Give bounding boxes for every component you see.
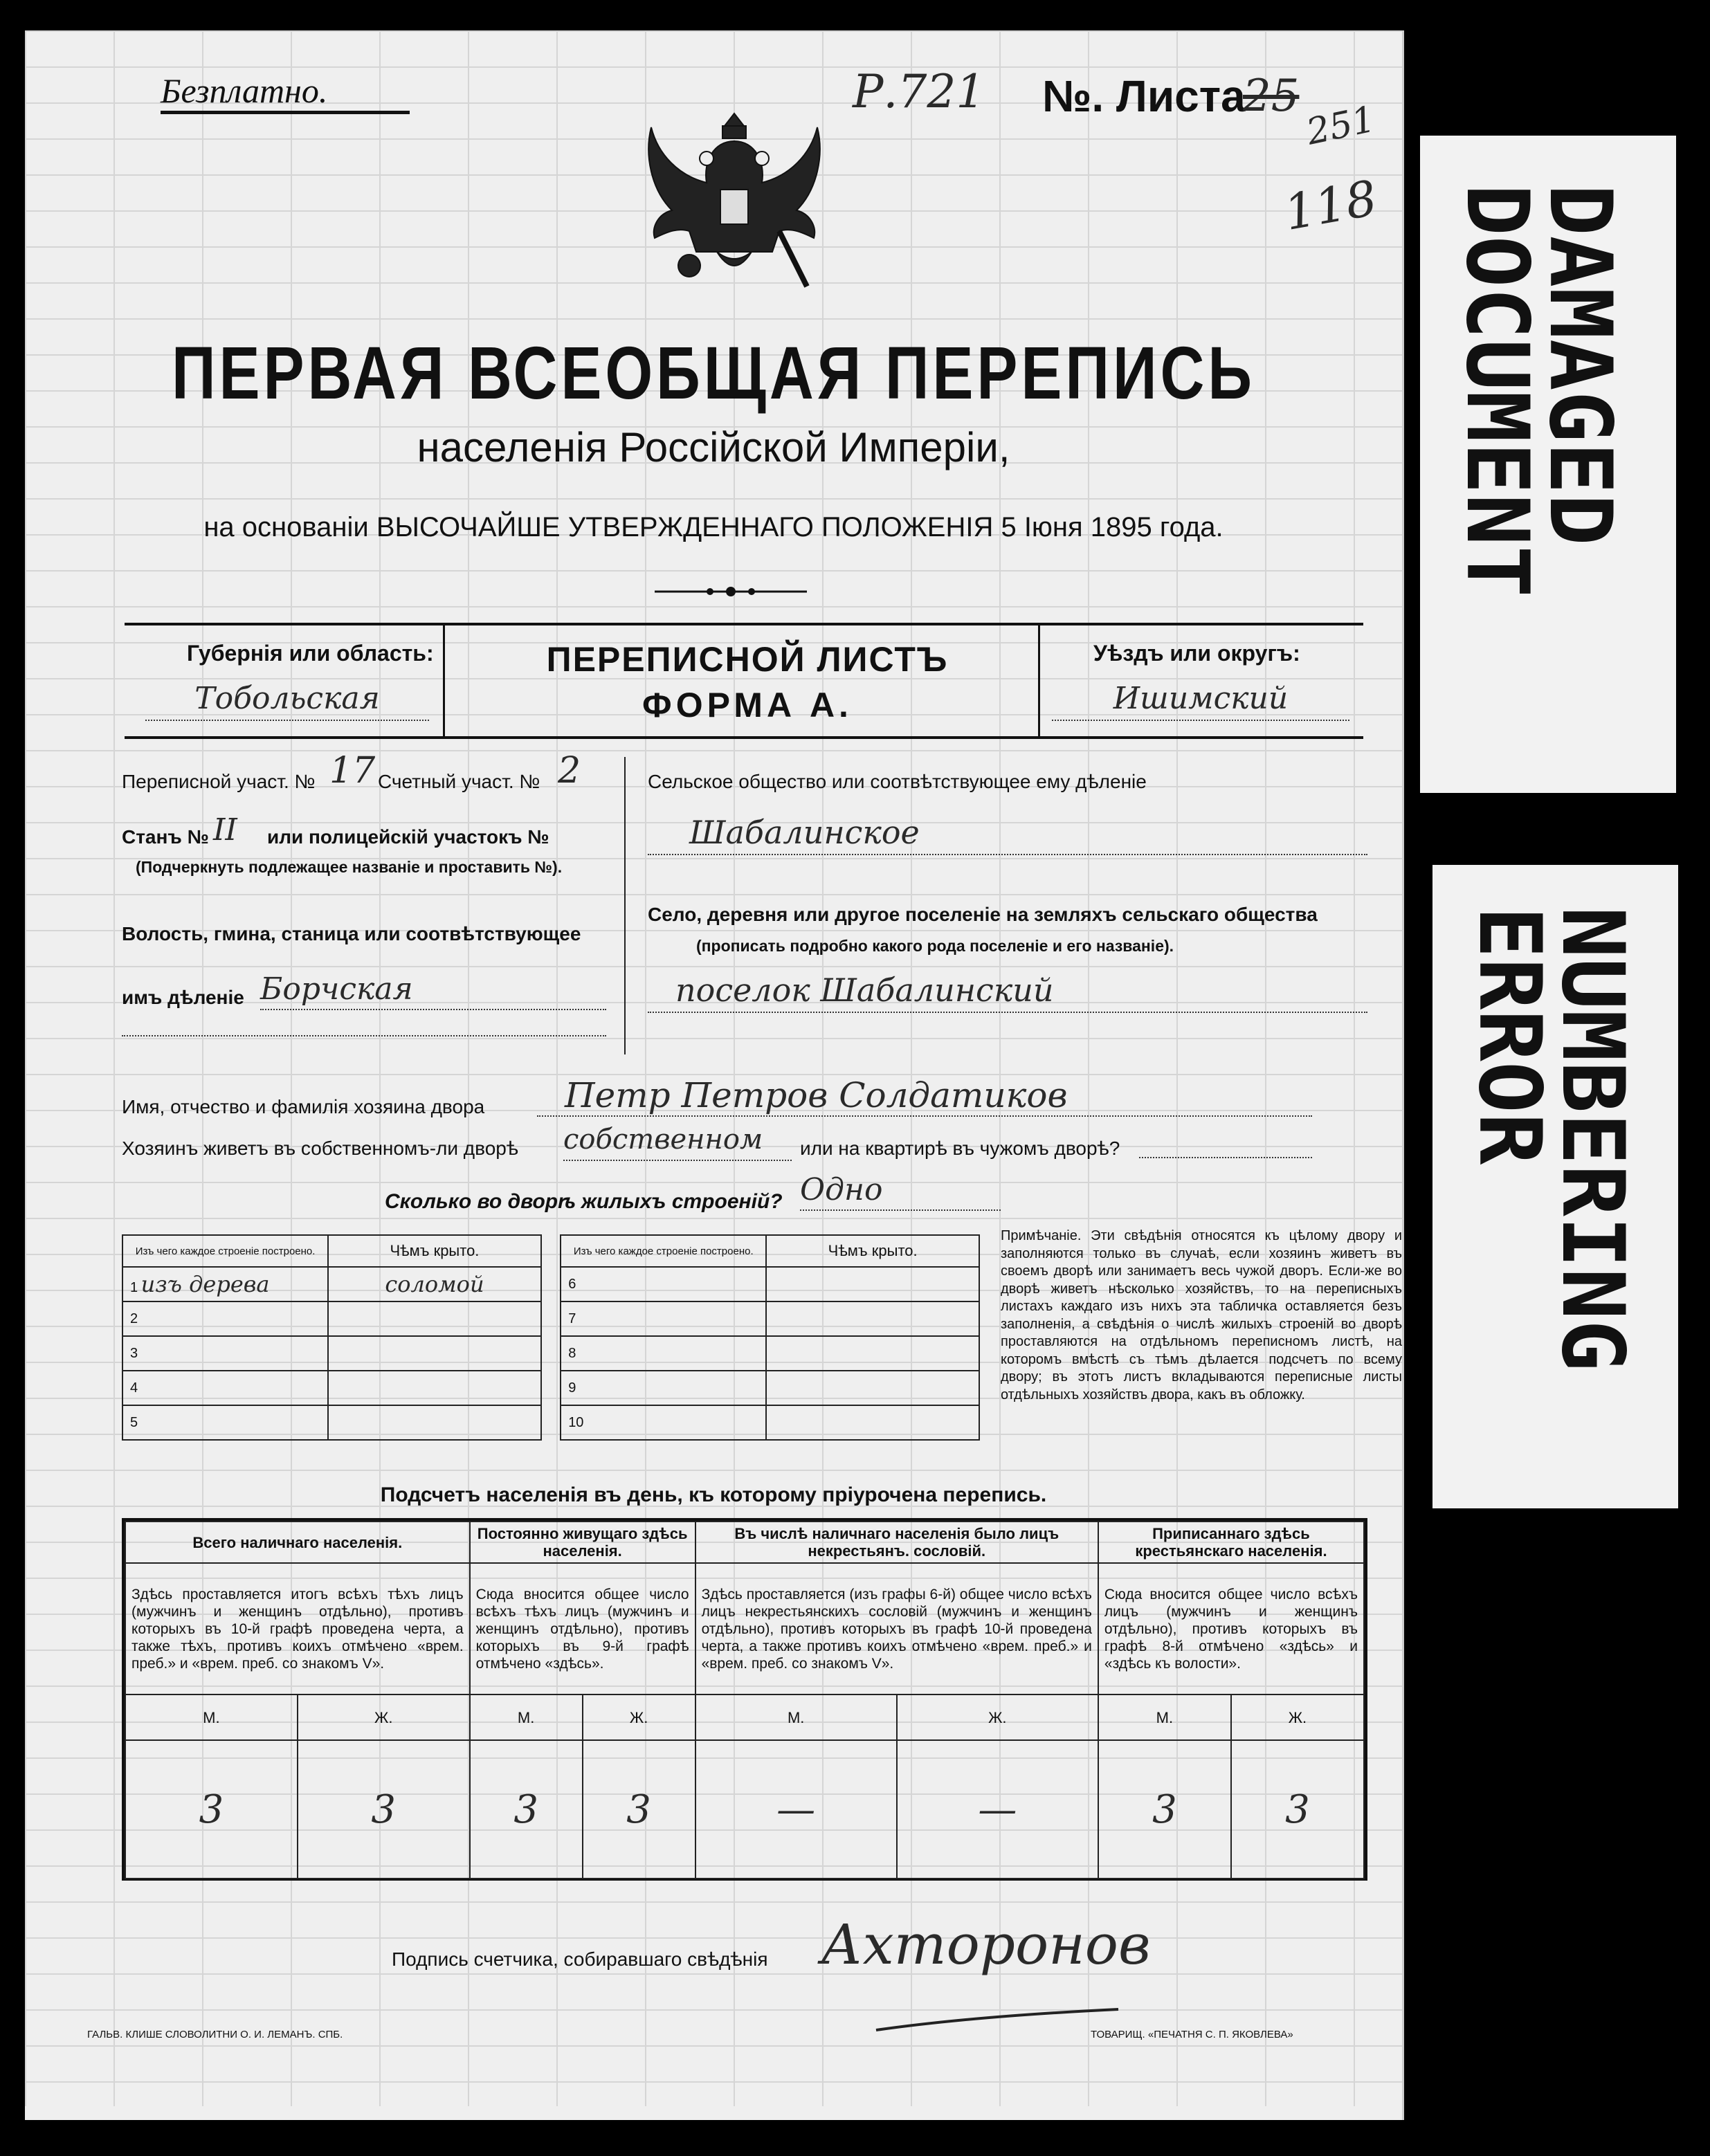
form-header-band [125, 623, 1363, 739]
owner-name-label: Имя, отчество и фамилія хозяина двора [122, 1096, 485, 1117]
stan-label: Станъ № [122, 826, 209, 848]
totals-col-3-title: Въ числѣ наличнаго населенія было лицъ некрестьянъ. сословій. [695, 1522, 1098, 1563]
material-header-left: Изъ чего каждое строеніе построено. [122, 1235, 328, 1267]
permanent-male: 3 [470, 1740, 583, 1879]
buildings-value: Одно [800, 1172, 1001, 1211]
table-row: 5 10 [122, 1405, 979, 1440]
form-title: ПЕРЕПИСНОЙ ЛИСТЪ [546, 640, 949, 679]
note-text: Примѣчаніе. Эти свѣдѣнія относятся къ цѣлому двору и заполняются только въ случаѣ, если хозяинъ живетъ въ своемъ дворѣ или занимаетъ весь чужой дворъ. Если-же во дворѣ живетъ нѣсколько хозяйствъ, то на переписныхъ листахъ каждаго изъ нихъ эта табличка оставляется безъ заполненія, а свѣдѣнія о числѣ жилыхъ строеній во дворѣ проставляются на отдѣльномъ переписномъ листѣ, на которомъ вмѣстѣ съ тѣмъ дѣлается подсчетъ по всему двору; въ этотъ листъ вкладываются переписные листы отдѣльныхъ хозяйствъ двора, какъ въ обложку. [1001, 1228, 1402, 1403]
f-label: Ж. [897, 1694, 1098, 1740]
owner-name-value: Петр Петров Солдатиков [537, 1075, 1312, 1117]
census-subtitle: населенія Россійской Имперіи, [417, 424, 1010, 471]
printer-left: ГАЛЬВ. КЛИШЕ СЛОВОЛИТНИ О. И. ЛЕМАНЪ. СПБ. [87, 2029, 343, 2040]
totals-col-1-desc: Здѣсь проставляется итогъ всѣхъ тѣхъ лицъ (мужчинъ и женщинъ отдѣльно), противъ которыхъ въ 10-й графѣ проведена черта, а также тѣхъ, противъ коихъ отмѣчено «врем. преб.» и «врем. преб. со знакомъ V». [125, 1563, 470, 1694]
f-label: Ж. [298, 1694, 470, 1740]
signature-label: Подпись счетчика, собиравшаго свѣдѣнія [392, 1948, 768, 1970]
census-basis: на основаніи ВЫСОЧАЙШЕ УТВЕРЖДЕННАГО ПОЛОЖЕНІЯ 5 Іюня 1895 года. [203, 512, 1224, 542]
imperial-eagle-emblem [634, 93, 835, 307]
roof-header-left: Чѣмъ крыто. [328, 1235, 541, 1267]
sheet-number-corrected: 118 [1280, 170, 1381, 241]
f-label: Ж. [1231, 1694, 1364, 1740]
m-label: М. [1098, 1694, 1231, 1740]
volost-label-2: имъ дѣленіе [122, 987, 244, 1008]
damaged-document-tag [1420, 136, 1676, 793]
sheet-number-original: 25 [1243, 71, 1300, 122]
material-header-right: Изъ чего каждое строеніе построено. [561, 1235, 766, 1267]
census-section-label: Переписной участ. № [122, 771, 316, 792]
roof-cell: соломой [328, 1267, 541, 1301]
village-label: Село, деревня или другое поселеніе на земляхъ сельскаго общества [648, 904, 1318, 925]
volost-label: Волость, гмина, станица или соотвѣтствующее [122, 923, 581, 944]
table-row: 4 9 [122, 1371, 979, 1405]
count-section-label: Счетный участ. № [378, 771, 540, 792]
numbering-tag-line-2: ERROR [1459, 906, 1559, 1165]
archive-number: Р.721 [853, 65, 985, 118]
m-label: М. [695, 1694, 897, 1740]
apartment-line [1139, 1155, 1312, 1158]
sheet-number-label: №. Листа [1042, 71, 1246, 121]
damaged-tag-line-2: DOCUMENT [1447, 184, 1547, 598]
village-note: (прописать подробно какого рода поселеніе и его названіе). [696, 937, 1174, 955]
m-label: М. [470, 1694, 583, 1740]
police-station-label: или полицейскій участокъ № [267, 826, 549, 848]
district-value: Ишимский [1052, 681, 1349, 721]
registered-peasant-male: 3 [1098, 1740, 1231, 1879]
underline-note: (Подчеркнуть подлежащее названіе и проставить №). [136, 858, 563, 876]
table-row: 1 изъ дерева соломой 6 [122, 1267, 979, 1301]
totals-col-3-desc: Здѣсь проставляется (изъ графы 6-й) общее число всѣхъ лицъ некрестьянскихъ сословій (мужчинъ и женщинъ отдѣльно), противъ которыхъ въ графѣ 10-й проведена черта, а также противъ коихъ отмѣчено «врем. преб.» и «врем. преб. со знакомъ V». [695, 1563, 1098, 1694]
census-title: ПЕРВАЯ ВСЕОБЩАЯ ПЕРЕПИСЬ [171, 331, 1255, 414]
f-label: Ж. [583, 1694, 695, 1740]
province-label: Губернія или область: [187, 641, 434, 666]
province-value: Тобольская [145, 681, 429, 721]
numbering-error-tag [1432, 865, 1678, 1508]
free-label: Безплатно. [161, 71, 328, 110]
totals-col-2-desc: Сюда вносится общее число всѣхъ тѣхъ лицъ (мужчинъ и женщинъ отдѣльно), противъ которыхъ въ 9-й графѣ отмѣчено «здѣсь». [470, 1563, 695, 1694]
owner-lives-label: Хозяинъ живетъ въ собственномъ-ли дворѣ [122, 1138, 519, 1159]
totals-heading: Подсчетъ населенія въ день, къ которому пріурочена перепись. [380, 1483, 1047, 1506]
sheet-number-extra: 251 [1302, 98, 1379, 154]
census-section-value: 17 [329, 750, 376, 792]
society-label: Сельское общество или соотвѣтствующее ему дѣленіе [648, 771, 1147, 792]
numbering-tag-line-1: NUMBERING [1543, 906, 1642, 1371]
form-type: ФОРМА А. [642, 686, 853, 724]
totals-col-2-title: Постоянно живущаго здѣсь населенія. [470, 1522, 695, 1563]
m-label: М. [125, 1694, 298, 1740]
totals-col-4-title: Приписаннаго здѣсь крестьянскаго населенія. [1098, 1522, 1364, 1563]
volost-extra-line [122, 1034, 606, 1036]
roof-header-right: Чѣмъ крыто. [766, 1235, 979, 1267]
printer-right: ТОВАРИЩ. «ПЕЧАТНЯ С. П. ЯКОВЛЕВА» [1091, 2029, 1293, 2040]
ornament-divider [655, 584, 807, 599]
damaged-tag-line-1: DAMAGED [1530, 184, 1630, 546]
totals-table [122, 1518, 1367, 1881]
permanent-female: 3 [583, 1740, 695, 1879]
registered-peasant-female: 3 [1231, 1740, 1364, 1879]
district-label: Уѣздъ или округъ: [1093, 641, 1300, 666]
volost-value: Борчская [260, 971, 606, 1010]
buildings-label: Сколько во дворѣ жилыхъ строеній? [385, 1190, 783, 1213]
count-section-value: 2 [558, 750, 581, 792]
table-row: 3 8 [122, 1336, 979, 1371]
totals-col-1-title: Всего наличнаго населенія. [125, 1522, 470, 1563]
buildings-table [122, 1234, 980, 1439]
stan-value: II [213, 812, 237, 848]
signature-value: Ахторонов [821, 1912, 1151, 1977]
fields-divider [624, 757, 626, 1054]
non-peasant-male: — [695, 1740, 897, 1879]
census-sheet [25, 30, 1404, 2120]
non-peasant-female: — [897, 1740, 1098, 1879]
table-row: 2 7 [122, 1301, 979, 1336]
apartment-label: или на квартирѣ въ чужомъ дворѣ? [800, 1138, 1120, 1159]
totals-col-4-desc: Сюда вносится общее число всѣхъ лицъ (мужчинъ и женщинъ отдѣльно), противъ которыхъ въ графѣ 8-й отмѣчено «здѣсь» и «здѣсь къ волости». [1098, 1563, 1364, 1694]
total-present-male: 3 [125, 1740, 298, 1879]
society-value: Шабалинское [648, 814, 1367, 855]
total-present-female: 3 [298, 1740, 470, 1879]
owner-lives-value: собственном [563, 1124, 792, 1161]
material-cell: изъ дерева [140, 1271, 270, 1297]
village-value: поселок Шабалинский [648, 971, 1367, 1013]
free-label-underline [161, 111, 410, 114]
